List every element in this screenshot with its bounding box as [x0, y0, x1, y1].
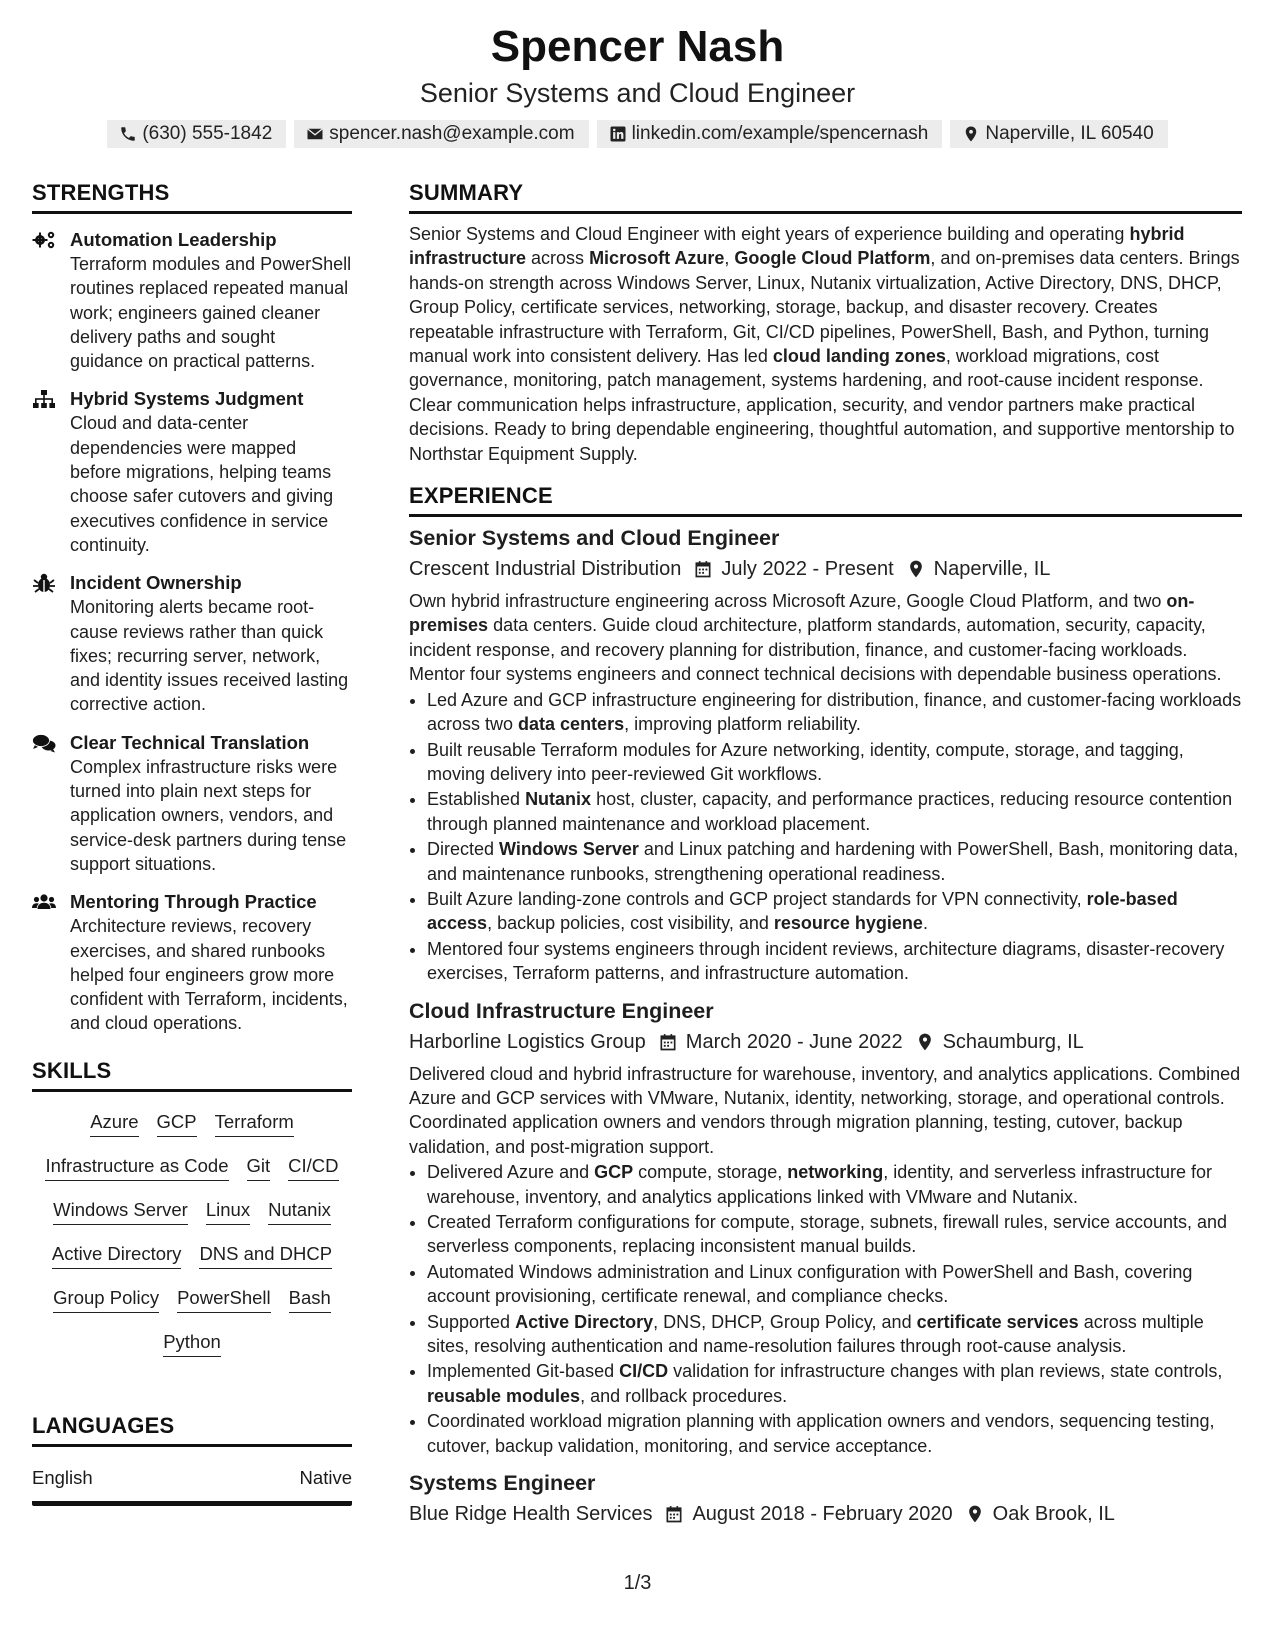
- candidate-name: Spencer Nash: [490, 22, 785, 71]
- strength-item: [32, 731, 352, 876]
- job-bullet: • Automated Windows administration and Linux configuration with PowerShell and Bash, covering account provisioning, certificate renewal, and compliance checks.: [427, 1260, 1242, 1309]
- job-company: Harborline Logistics Group: [409, 1030, 646, 1053]
- job-description: Delivered cloud and hybrid infrastructure for warehouse, inventory, and analytics applications. Combined Azure and GCP services with VMware, Nutanix, identity, networking, storage, and operational controls. Coordinated application owners and vendors through migration planning, testing, cutover, backup validation, and post-migration support.: [409, 1063, 1241, 1157]
- skill-tag: Git: [247, 1154, 271, 1181]
- job-title: Systems Engineer: [409, 1471, 596, 1496]
- calendar-icon: [664, 1504, 684, 1524]
- skill-tag: GCP: [157, 1110, 197, 1137]
- language-row: [32, 1467, 352, 1506]
- job-bullet: • Built Azure landing-zone controls and GCP project standards for VPN connectivity, role-based access, backup policies, cost visibility, and resource hygiene.: [427, 887, 1242, 936]
- strength-desc: Cloud and data-center dependencies were mapped before migrations, helping teams choose safer cutovers and giving executives confidence in service continuity.: [70, 413, 334, 555]
- linkedin-text: linkedin.com/example/spencernash: [631, 123, 929, 144]
- summary-text: Senior Systems and Cloud Engineer with eight years of experience building and operating hybrid infrastructure across Microsoft Azure, Google Cloud Platform, and on-premises data centers. Brings hands-on strength across Windows Server, Linux, Nutanix virtualization, Active Directory, DNS, DHCP, Group Policy, certificate services, networking, storage, backup, and disaster recovery. Creates repeatable infrastructure with Terraform, Git, CI/CD pipelines, PowerShell, Bash, and Python, turning manual work into consistent delivery. Has led cloud landing zones, workload migrations, cost governance, monitoring, patch management, systems hardening, and root-cause incident response. Clear communication helps infrastructure, application, security, and vendor partners make practical decisions. Ready to bring dependable engineering, thoughtful automation, and supportive mentorship to Northstar Equipment Supply.: [409, 224, 1240, 464]
- skill-tag: Infrastructure as Code: [45, 1154, 228, 1181]
- location-text: Naperville, IL 60540: [985, 123, 1154, 144]
- candidate-title: Senior Systems and Cloud Engineer: [419, 78, 856, 108]
- job-bullet: • Delivered Azure and GCP compute, storage, networking, identity, and serverless infrastructure for warehouse, inventory, and analytics applications linked with VMware and Nutanix.: [427, 1160, 1242, 1209]
- skill-tag: CI/CD: [288, 1154, 338, 1181]
- job-bullets: [409, 1160, 1242, 1458]
- job-entry: [409, 525, 1242, 986]
- summary-heading: SUMMARY: [409, 180, 1242, 214]
- job-meta: [409, 1028, 1242, 1056]
- contact-linkedin[interactable]: [597, 120, 943, 148]
- job-location: Naperville, IL: [933, 558, 1051, 581]
- job-entry: [409, 1470, 1242, 1528]
- strength-title: Incident Ownership: [70, 572, 242, 594]
- strength-title: Automation Leadership: [70, 229, 277, 250]
- skill-tag: Windows Server: [53, 1198, 188, 1225]
- skill-tag: PowerShell: [177, 1286, 271, 1313]
- map-marker-icon: [906, 559, 926, 579]
- envelope-icon: [306, 125, 324, 143]
- calendar-icon: [693, 559, 713, 579]
- strength-item: [32, 228, 352, 373]
- job-entry: [409, 998, 1242, 1459]
- skill-tag: Bash: [289, 1286, 331, 1313]
- job-bullet: • Coordinated workload migration planning with application owners and vendors, sequencing testing, cutover, backup validation, monitoring, and service acceptance.: [427, 1409, 1242, 1458]
- job-bullets: [409, 688, 1242, 986]
- phone-icon: [119, 125, 137, 143]
- strength-desc: Complex infrastructure risks were turned into plain next steps for application owners, vendors, and service-desk partners during tense support situations.: [70, 756, 347, 874]
- job-bullet: • Supported Active Directory, DNS, DHCP, Group Policy, and certificate services across multiple sites, resolving authentication and name-resolution failures through root-cause analysis.: [427, 1310, 1242, 1359]
- map-marker-icon: [965, 1504, 985, 1524]
- calendar-icon: [658, 1032, 678, 1052]
- job-company: Blue Ridge Health Services: [409, 1503, 653, 1526]
- job-location: Oak Brook, IL: [992, 1503, 1115, 1526]
- strengths-heading: STRENGTHS: [32, 180, 352, 214]
- strength-desc: Architecture reviews, recovery exercises, and shared runbooks helped four engineers grow more confident with Terraform, incidents, and cloud operations.: [70, 916, 348, 1034]
- bug-icon: [32, 573, 56, 593]
- users-icon: [32, 892, 56, 912]
- linkedin-icon: [609, 125, 627, 143]
- skill-tag: Group Policy: [53, 1286, 159, 1313]
- job-bullet: • Established Nutanix host, cluster, capacity, and performance practices, reducing resource contention through planned maintenance and workload placement.: [427, 787, 1242, 836]
- strength-desc: Monitoring alerts became root-cause reviews rather than quick fixes; recurring server, network, and identity issues received lasting corrective action.: [70, 597, 349, 715]
- strength-item: [32, 571, 352, 716]
- skill-tag: Nutanix: [268, 1198, 331, 1225]
- experience-heading: EXPERIENCE: [409, 483, 1242, 517]
- right-column: [409, 180, 1242, 1528]
- skill-tag: Terraform: [215, 1110, 294, 1137]
- map-marker-icon: [915, 1032, 935, 1052]
- skill-tag: DNS and DHCP: [199, 1242, 332, 1269]
- email-text: spencer.nash@example.com: [329, 123, 575, 144]
- strength-item: [32, 387, 352, 557]
- job-bullet: • Mentored four systems engineers through incident reviews, architecture diagrams, disaster-recovery exercises, Terraform patterns, and infrastructure automation.: [427, 937, 1242, 986]
- resume-header: [0, 20, 1275, 148]
- strength-title: Hybrid Systems Judgment: [70, 388, 304, 410]
- job-dates: August 2018 - February 2020: [692, 1503, 953, 1526]
- skill-tag: Active Directory: [52, 1242, 182, 1269]
- contact-location: [950, 120, 1167, 148]
- skills-list: [32, 1092, 352, 1357]
- map-marker-icon: [962, 125, 980, 143]
- job-company: Crescent Industrial Distribution: [409, 558, 682, 581]
- job-bullet: • Directed Windows Server and Linux patching and hardening with PowerShell, Bash, monitoring data, and maintenance runbooks, strengthening operational readiness.: [427, 837, 1242, 886]
- strength-title: Clear Technical Translation: [70, 731, 310, 753]
- job-bullet: • Created Terraform configurations for compute, storage, subnets, firewall rules, service accounts, and serverless components, replacing inconsistent manual builds.: [427, 1210, 1242, 1259]
- skill-tag: Azure: [90, 1110, 138, 1137]
- strength-title: Mentoring Through Practice: [70, 891, 317, 913]
- experience-list: [409, 525, 1242, 1528]
- strength-desc: Terraform modules and PowerShell routines replaced repeated manual work; engineers gained cleaner delivery paths and sought guidance on practical patterns.: [70, 254, 352, 372]
- sitemap-icon: [32, 389, 56, 409]
- job-meta: [409, 555, 1242, 583]
- languages-heading: LANGUAGES: [32, 1413, 352, 1447]
- contact-phone[interactable]: [107, 120, 286, 148]
- job-title: Cloud Infrastructure Engineer: [409, 998, 714, 1023]
- language-name: English: [32, 1466, 93, 1488]
- job-bullet: • Built reusable Terraform modules for Azure networking, identity, compute, storage, and tagging, moving delivery into peer-reviewed Git workflows.: [427, 738, 1242, 787]
- job-dates: July 2022 - Present: [721, 558, 894, 581]
- language-level: Native: [299, 1466, 352, 1488]
- job-meta: [409, 1500, 1242, 1528]
- contact-email[interactable]: [294, 120, 588, 148]
- skills-heading: SKILLS: [32, 1058, 352, 1092]
- job-dates: March 2020 - June 2022: [685, 1030, 903, 1053]
- job-description: Own hybrid infrastructure engineering across Microsoft Azure, Google Cloud Platform, and two on-premises data centers. Guide cloud architecture, platform standards, automation, security, capacity, incident response, and recovery planning for distribution, finance, and customer-facing workloads. Mentor four systems engineers and connect technical decisions with dependable business operations.: [409, 591, 1222, 685]
- contact-bar: [0, 120, 1275, 148]
- left-column: [32, 180, 352, 1506]
- strength-item: [32, 890, 352, 1035]
- gears-icon: [32, 230, 56, 250]
- job-bullet: • Implemented Git-based CI/CD validation for infrastructure changes with plan reviews, state controls, reusable modules, and rollback procedures.: [427, 1359, 1242, 1408]
- skill-tag: Linux: [206, 1198, 250, 1225]
- skill-tag: Python: [163, 1330, 221, 1357]
- comments-icon: [32, 733, 56, 753]
- page-number: 1/3: [623, 1572, 652, 1594]
- job-title: Senior Systems and Cloud Engineer: [409, 526, 780, 551]
- job-bullet: • Led Azure and GCP infrastructure engineering for distribution, finance, and customer-facing workloads across two data centers, improving platform reliability.: [427, 688, 1242, 737]
- job-location: Schaumburg, IL: [942, 1030, 1084, 1053]
- phone-text: (630) 555-1842: [142, 123, 273, 144]
